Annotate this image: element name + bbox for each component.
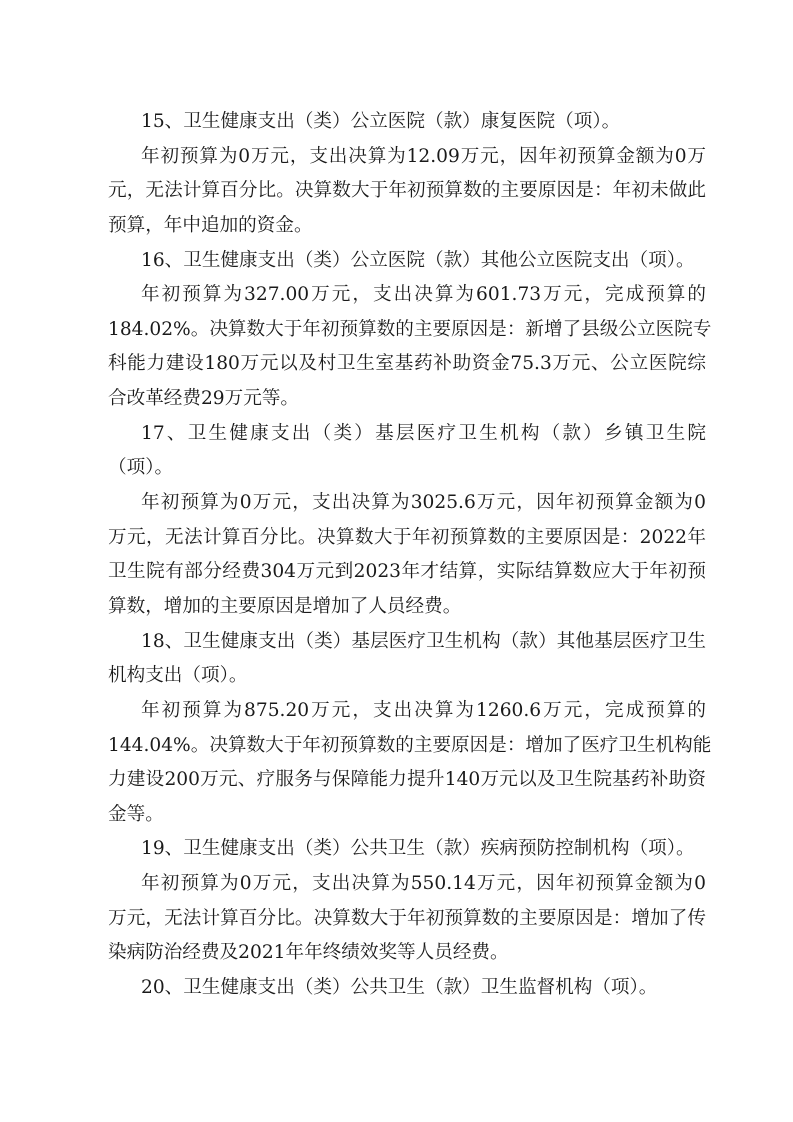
text-line: 年初预算为0万元，支出决算为550.14万元，因年初预算金额为0 [141,873,706,895]
heading-item-16 [108,244,706,279]
heading-item-20 [108,971,706,1006]
text-line: 19、卫生健康支出（类）公共卫生（款）疾病预防控制机构（项）。 [141,838,695,860]
text-line: 万元，无法计算百分比。决算数大于年初预算数的主要原因是：增加了传 [108,907,706,929]
paragraph-item-18 [108,694,712,833]
text-line: 机构支出（项）。 [108,665,248,687]
text-line: 年初预算为875.20万元，支出决算为1260.6万元，完成预算的 [141,699,706,721]
text-line: 年初预算为0万元，支出决算为12.09万元，因年初预算金额为0万 [141,145,706,167]
text-line: 科能力建设180万元以及村卫生室基药补助资金75.3万元、公立医院综 [108,353,706,375]
text-line: 万元，无法计算百分比。决算数大于年初预算数的主要原因是：2022年 [108,526,706,548]
heading-item-15 [108,105,706,140]
paragraph-item-16 [108,278,712,417]
text-line: 15、卫生健康支出（类）公立医院（款）康复医院（项）。 [141,111,621,132]
text-line: 金等。 [108,803,164,825]
text-line: 17、卫生健康支出（类）基层医疗卫生机构（款）乡镇卫生院 [141,422,706,444]
paragraph-item-17 [108,486,706,625]
text-line: 预算，年中追加的资金。 [108,214,313,236]
text-line: 144.04%。决算数大于年初预算数的主要原因是：增加了医疗卫生机构能 [108,734,712,756]
text-line: 18、卫生健康支出（类）基层医疗卫生机构（款）其他基层医疗卫生 [141,630,706,652]
text-line: 力建设200万元、疗服务与保障能力提升140万元以及卫生院基药补助资 [108,769,706,791]
text-line: 年初预算为327.00万元，支出决算为601.73万元，完成预算的 [141,284,706,306]
paragraph-item-19 [108,867,706,971]
text-line: 算数，增加的主要原因是增加了人员经费。 [108,595,462,617]
heading-item-19 [108,832,706,867]
text-line: 染病防治经费及2021年年终绩效奖等人员经费。 [108,942,509,964]
text-line: （项）。 [108,457,174,479]
paragraph-item-15 [108,140,706,244]
heading-item-18 [108,625,706,694]
heading-item-17 [108,417,706,486]
text-line: 合改革经费29万元等。 [108,388,300,410]
text-line: 16、卫生健康支出（类）公立医院（款）其他公立医院支出（项）。 [141,249,695,271]
text-line: 20、卫生健康支出（类）公共卫生（款）卫生监督机构（项）。 [141,977,658,999]
text-line: 元，无法计算百分比。决算数大于年初预算数的主要原因是：年初未做此 [108,180,706,202]
text-line: 卫生院有部分经费304万元到2023年才结算，实际结算数应大于年初预 [108,561,706,583]
text-line: 年初预算为0万元，支出决算为3025.6万元，因年初预算金额为0 [141,492,706,514]
text-line: 184.02%。决算数大于年初预算数的主要原因是：新增了县级公立医院专 [108,318,712,340]
document-page [108,105,712,1006]
